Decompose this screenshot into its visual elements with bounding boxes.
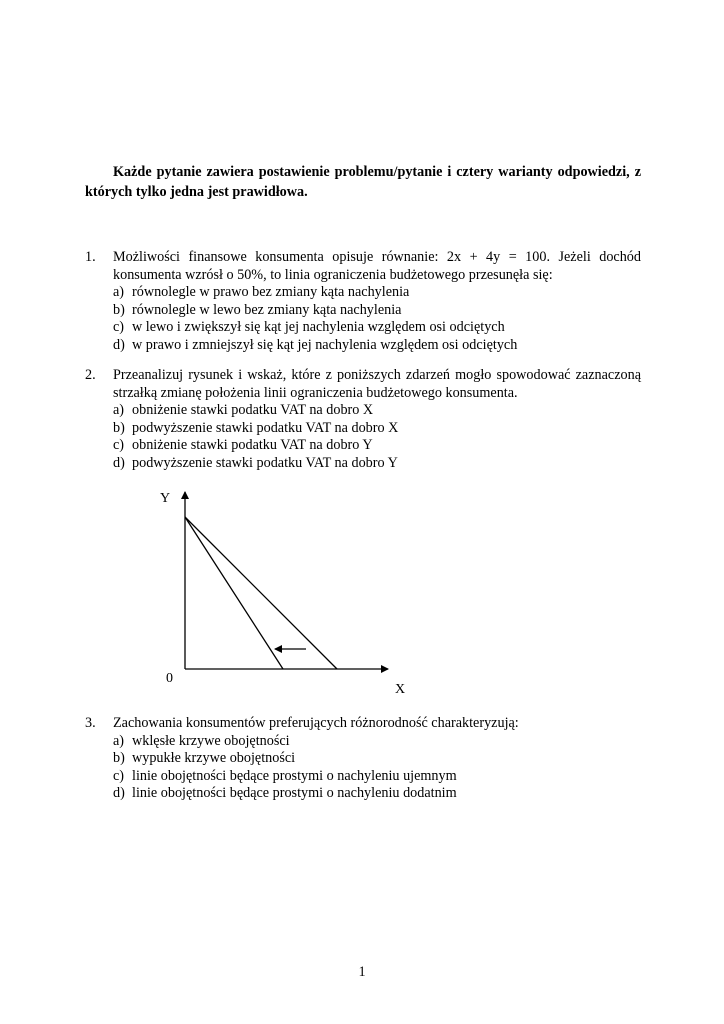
option-a: a) obniżenie stawki podatku VAT na dobro X: [113, 402, 374, 418]
instructions-paragraph: Każde pytanie zawiera postawienie problemu/pytanie i cztery warianty odpowiedzi, z których tylko jedna jest prawidłowa.: [85, 164, 641, 200]
option-text: linie obojętności będące prostymi o nachyleniu dodatnim: [132, 785, 457, 801]
question-number: 2.: [85, 367, 96, 383]
option-b: b) wypukłe krzywe obojętności: [113, 750, 296, 766]
option-text: równolegle w lewo bez zmiany kąta nachylenia: [132, 301, 402, 318]
option-c: c) w lewo i zwiększył się kąt jej nachylenia względem osi odciętych: [113, 319, 505, 335]
option-text: w lewo i zwiększył się kąt jej nachylenia względem osi odciętych: [132, 319, 505, 335]
page-number: 1: [358, 964, 366, 980]
budget-line-figure: [150, 482, 420, 702]
option-text: równolegle w prawo bez zmiany kąta nachylenia: [132, 284, 410, 300]
y-axis-label: Y: [160, 491, 171, 506]
question-3: [85, 715, 641, 803]
question-text: Możliwości finansowe konsumenta opisuje równanie: 2x + 4y = 100. Jeżeli dochód konsumenta wzrósł o 50%, to linia ograniczenia budżetowego przesunęła się:: [113, 249, 641, 283]
answer-options: [85, 733, 641, 803]
option-b: b) równolegle w lewo bez zmiany kąta nachylenia: [113, 301, 402, 318]
option-d: d) linie obojętności będące prostymi o nachyleniu dodatnim: [113, 785, 457, 801]
option-a: a) wklęsłe krzywe obojętności: [113, 732, 290, 749]
option-text: w prawo i zmniejszył się kąt jej nachylenia względem osi odciętych: [132, 336, 518, 353]
answer-options: [85, 402, 641, 472]
option-c: c) obniżenie stawki podatku VAT na dobro Y: [113, 437, 373, 453]
budget-line-new: [185, 517, 283, 669]
option-text: wklęsłe krzywe obojętności: [132, 732, 290, 749]
question-text: Przeanalizuj rysunek i wskaż, które z poniższych zdarzeń mogło spowodować zaznaczoną strzałką zmianę położenia linii ograniczenia budżetowego konsumenta.: [113, 367, 641, 401]
origin-label: 0: [166, 671, 173, 686]
question-1: [85, 249, 641, 354]
question-2: [85, 367, 641, 472]
question-number: 1.: [85, 249, 96, 265]
option-text: linie obojętności będące prostymi o nachyleniu ujemnym: [132, 767, 457, 784]
question-text: Zachowania konsumentów preferujących różnorodność charakteryzują:: [113, 715, 519, 731]
budget-line-original: [185, 517, 337, 669]
x-axis-label: X: [395, 682, 406, 697]
option-c: c) linie obojętności będące prostymi o nachyleniu ujemnym: [113, 767, 457, 784]
option-text: obniżenie stawki podatku VAT na dobro X: [132, 402, 374, 418]
option-d: d) podwyższenie stawki podatku VAT na dobro Y: [113, 454, 398, 471]
option-text: obniżenie stawki podatku VAT na dobro Y: [132, 437, 373, 453]
option-text: podwyższenie stawki podatku VAT na dobro Y: [132, 454, 398, 471]
option-a: a) równolegle w prawo bez zmiany kąta nachylenia: [113, 284, 410, 300]
option-b: b) podwyższenie stawki podatku VAT na dobro X: [113, 419, 399, 436]
option-text: podwyższenie stawki podatku VAT na dobro X: [132, 419, 399, 436]
question-number: 3.: [85, 715, 96, 731]
answer-options: [85, 284, 641, 354]
option-d: d) w prawo i zmniejszył się kąt jej nachylenia względem osi odciętych: [113, 336, 518, 353]
option-text: wypukłe krzywe obojętności: [132, 750, 296, 766]
